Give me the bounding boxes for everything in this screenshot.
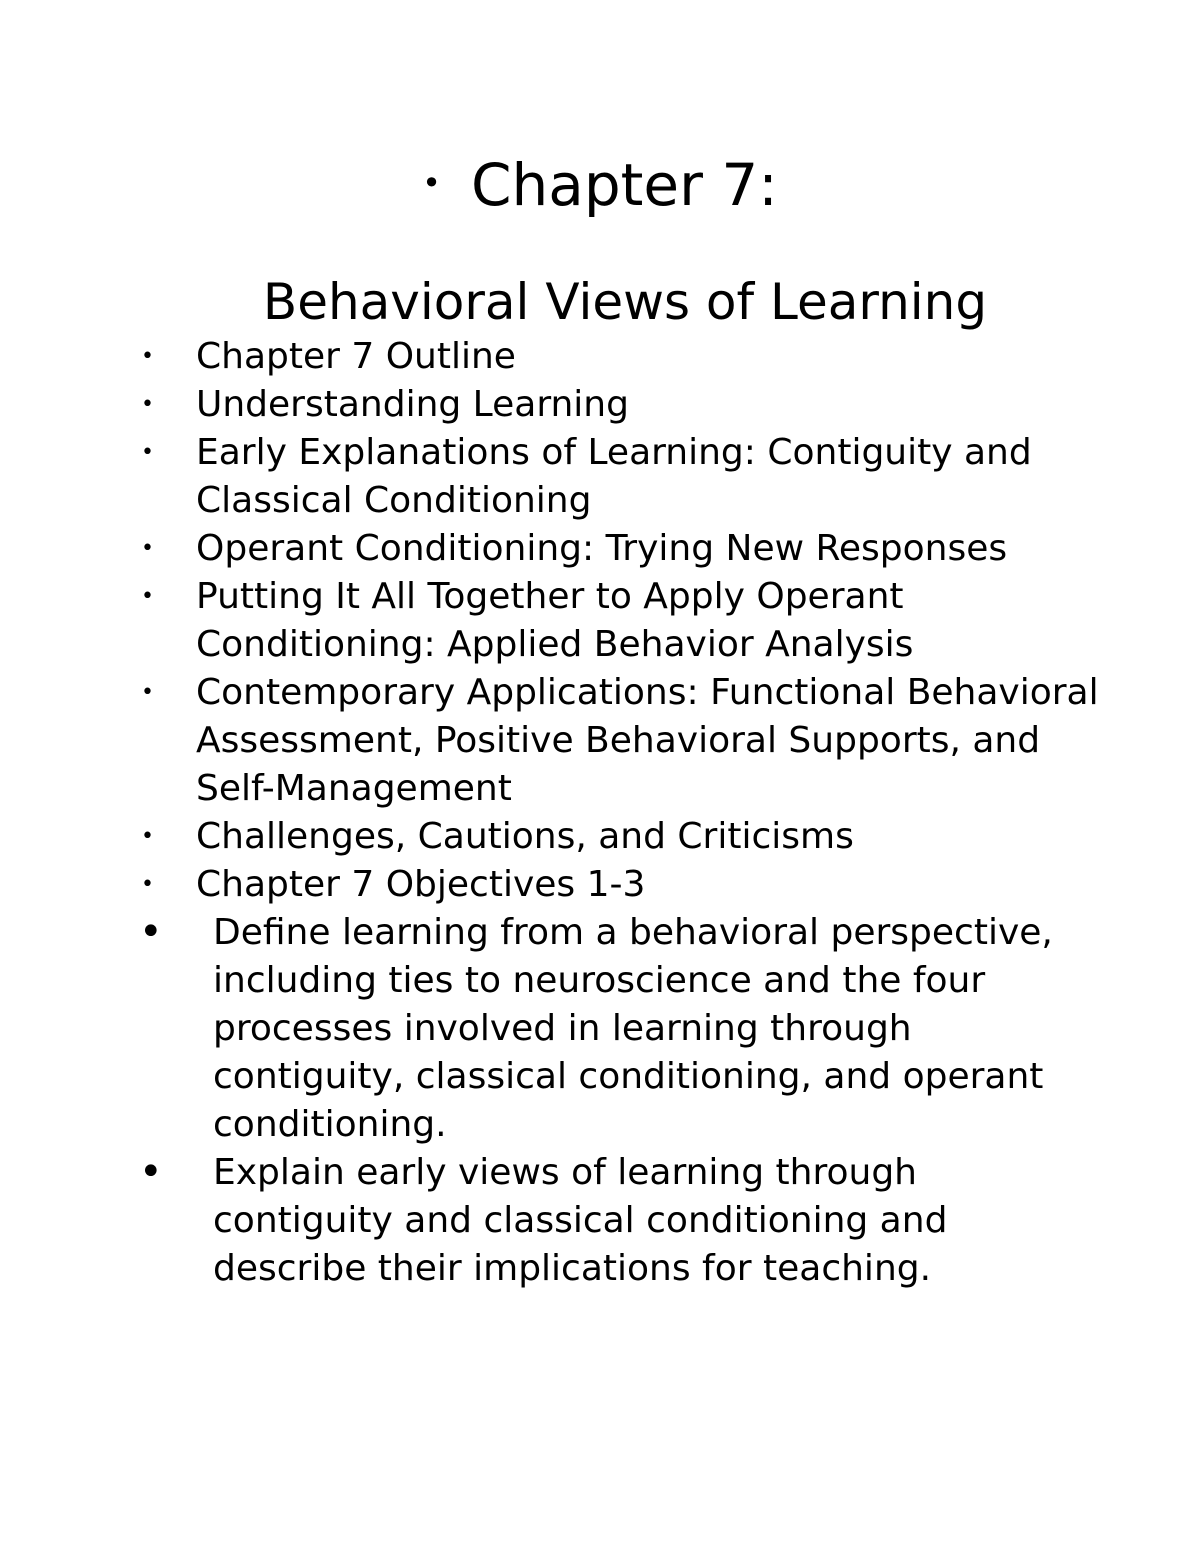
objective-item-text: Define learning from a behavioral perspective, including ties to neuroscience and the four processes involved in learning through contiguity, classical conditioning, and operant conditioning. — [213, 912, 1053, 1145]
heading-bullet: • — [422, 163, 442, 202]
outline-item — [0, 525, 1200, 573]
bullet-icon: • — [141, 440, 154, 465]
outline-item — [0, 813, 1200, 861]
objective-item — [0, 1149, 1200, 1293]
bullet-icon: • — [139, 1149, 163, 1195]
chapter-heading — [0, 150, 1200, 224]
outline-item-text: Chapter 7 Objectives 1-3 — [196, 864, 646, 905]
outline-item-text: Contemporary Applications: Functional Behavioral Assessment, Positive Behavioral Supports, and Self-Management — [196, 672, 1099, 809]
outline-item — [0, 861, 1200, 909]
outline-item-text: Putting It All Together to Apply Operant Conditioning: Applied Behavior Analysis — [196, 576, 914, 665]
outline-item — [0, 381, 1200, 429]
bullet-icon: • — [141, 536, 154, 561]
outline-item-text: Challenges, Cautions, and Criticisms — [196, 816, 854, 857]
bullet-icon: • — [141, 824, 154, 849]
outline-list — [0, 333, 1200, 1293]
outline-item — [0, 333, 1200, 381]
objective-item — [0, 909, 1200, 1149]
bullet-icon: • — [141, 680, 154, 705]
outline-item-text: Operant Conditioning: Trying New Responses — [196, 528, 1008, 569]
outline-item-text: Chapter 7 Outline — [196, 336, 516, 377]
chapter-subtitle: Behavioral Views of Learning — [262, 273, 988, 331]
outline-item — [0, 669, 1200, 813]
bullet-icon: • — [141, 344, 154, 369]
bullet-icon: • — [141, 392, 154, 417]
outline-item — [0, 573, 1200, 669]
outline-item-text: Understanding Learning — [196, 384, 629, 425]
bullet-icon: • — [139, 909, 163, 955]
bullet-icon: • — [141, 584, 154, 609]
bullet-icon: • — [141, 872, 154, 897]
chapter-title: Chapter 7: — [471, 151, 778, 219]
outline-item — [0, 429, 1200, 525]
outline-item-text: Early Explanations of Learning: Contiguity and Classical Conditioning — [196, 432, 1032, 521]
objective-item-text: Explain early views of learning through contiguity and classical conditioning and describe their implications for teaching. — [213, 1152, 948, 1289]
